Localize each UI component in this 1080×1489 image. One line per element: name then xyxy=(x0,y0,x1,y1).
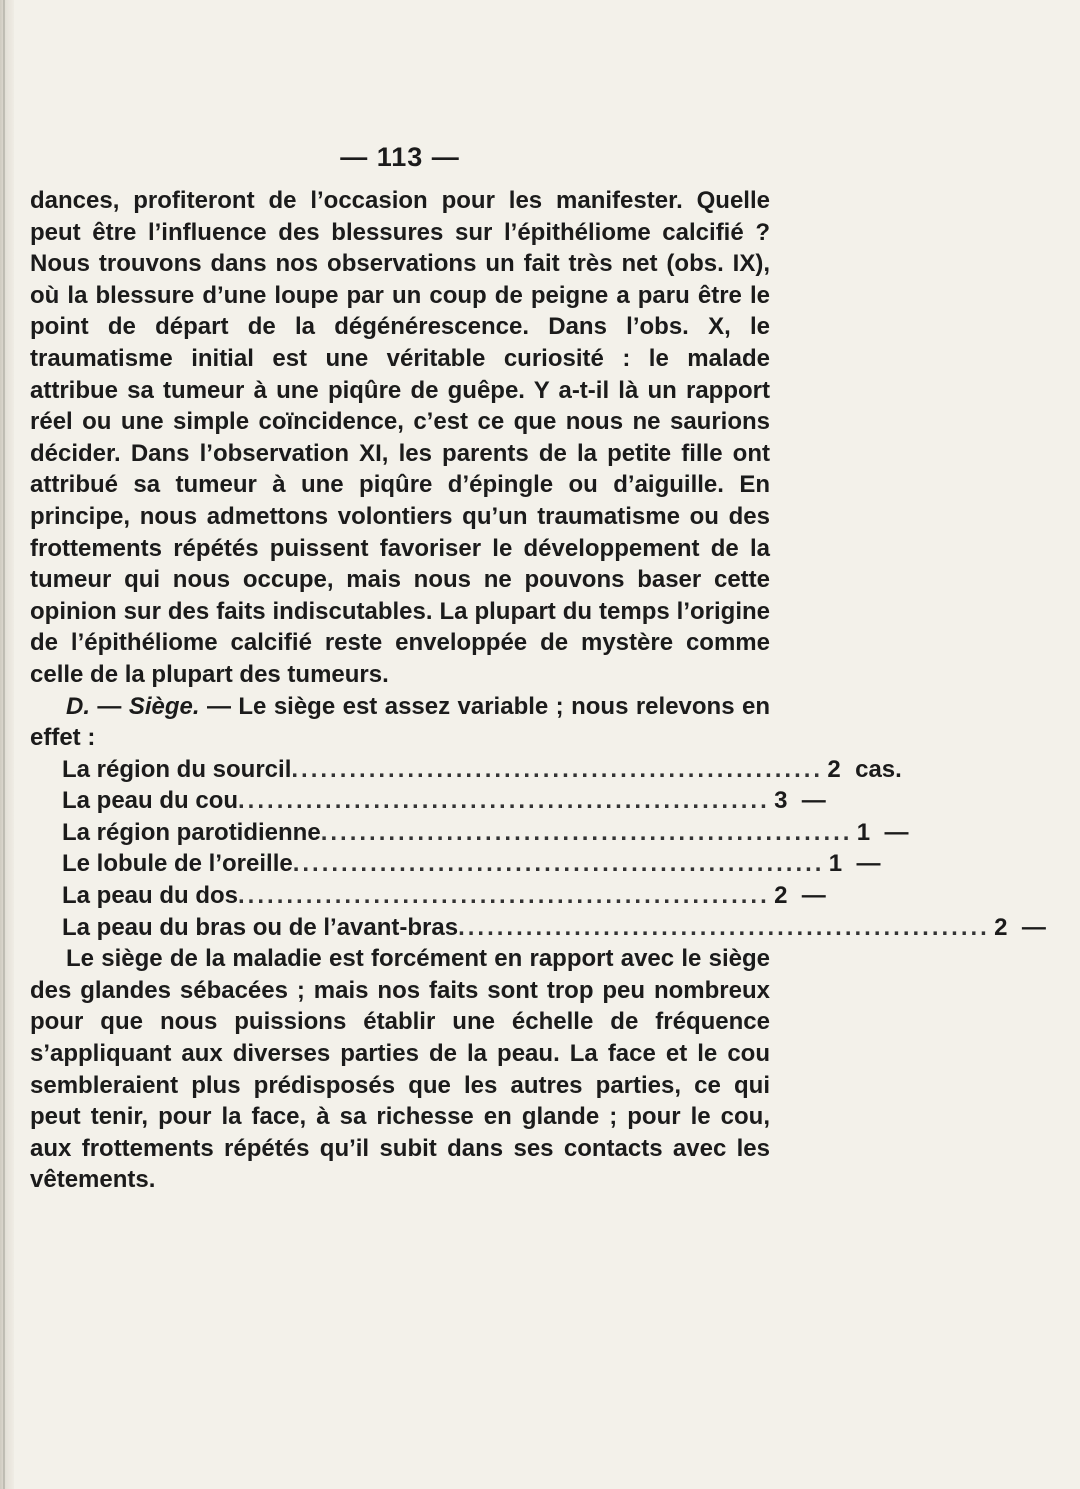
binding-edge-line xyxy=(3,0,5,1489)
table-row xyxy=(62,817,909,849)
case-count: 1 xyxy=(856,818,871,846)
table-row xyxy=(62,880,826,912)
table-row xyxy=(62,754,902,786)
table-row xyxy=(62,912,1046,944)
section-dash: — xyxy=(90,692,129,720)
case-unit: — xyxy=(801,882,826,910)
case-unit: — xyxy=(801,787,826,815)
page-body xyxy=(30,185,1046,1196)
paragraph-site-discussion: Le siège de la maladie est forcément en rapport avec le siège des glandes sébacées ; mais nos faits sont trop peu nombreux pour que nous puissions établir une échelle de fréquence s’appliquant aux diverses parties de la peau. La face et le cou sembleraient plus prédisposés que les autres parties, ce qui peut tenir, pour la face, à sa richesse en glande ; pour le cou, aux frottements répétés qu’il subit dans ses contacts avec les vêtements. xyxy=(30,945,770,1194)
leader-dots: ....................................................... xyxy=(292,850,825,878)
case-unit: cas. xyxy=(855,755,902,783)
section-title: Siège. xyxy=(128,692,200,720)
paragraph-causes-continued: dances, profiteront de l’occasion pour les manifester. Quelle peut être l’influence des blessures sur l’épithéliome calcifié ? Nous trouvons dans nos observations un fait très net (obs. IX), où la blessure d’une loupe par un coup de peigne a paru être le point de départ de la dégénérescence. Dans l’obs. X, le traumatisme initial est une véritable curiosité : le malade attribue sa tumeur à une piqûre de guêpe. Y a-t-il là un rapport réel ou une simple coïncidence, c’est ce que nous ne saurions décider. Dans l’observation XI, les parents de la petite fille ont attribué sa tumeur à une piqûre d’épingle ou d’aiguille. En principe, nous admettons volontiers qu’un traumatisme ou des frottements répétés puissent favoriser le développement de la tumeur qui nous occupe, mais nous ne pouvons baser cette opinion sur des faits indiscutables. La plupart du temps l’origine de l’épithéliome calcifié reste enveloppée de mystère comme celle de la plupart des tumeurs. xyxy=(30,187,770,688)
sites-table xyxy=(30,754,1046,944)
leader-dots: ....................................................... xyxy=(458,913,990,941)
table-row xyxy=(62,785,826,817)
leader-dots: ....................................................... xyxy=(238,787,770,815)
case-unit: — xyxy=(856,850,881,878)
case-count: 2 xyxy=(827,755,841,783)
case-count: 2 xyxy=(994,913,1008,941)
site-label: La peau du dos xyxy=(62,882,239,910)
site-label: La région parotidienne xyxy=(62,818,321,846)
site-label: Le lobule de l’oreille xyxy=(62,850,293,878)
case-unit: — xyxy=(884,818,909,846)
leader-dots: ....................................................... xyxy=(320,818,853,846)
site-label: La peau du bras ou de l’avant-bras xyxy=(62,913,459,941)
table-row xyxy=(62,848,881,880)
section-d-heading xyxy=(30,691,770,754)
site-label: La région du sourcil xyxy=(62,755,292,783)
site-label: La peau du cou xyxy=(62,787,239,815)
case-count: 2 xyxy=(774,882,788,910)
leader-dots: ....................................................... xyxy=(238,882,770,910)
case-unit: — xyxy=(1021,913,1046,941)
leader-dots: ....................................................... xyxy=(291,755,824,783)
page-number: — 113 — xyxy=(340,142,460,172)
section-intro-text: — Le siège est assez variable ; nous relevons en effet : xyxy=(30,692,770,752)
case-count: 3 xyxy=(774,787,788,815)
page-gutter-shadow xyxy=(0,0,14,1489)
section-letter: D. xyxy=(66,692,90,720)
case-count: 1 xyxy=(828,850,843,878)
